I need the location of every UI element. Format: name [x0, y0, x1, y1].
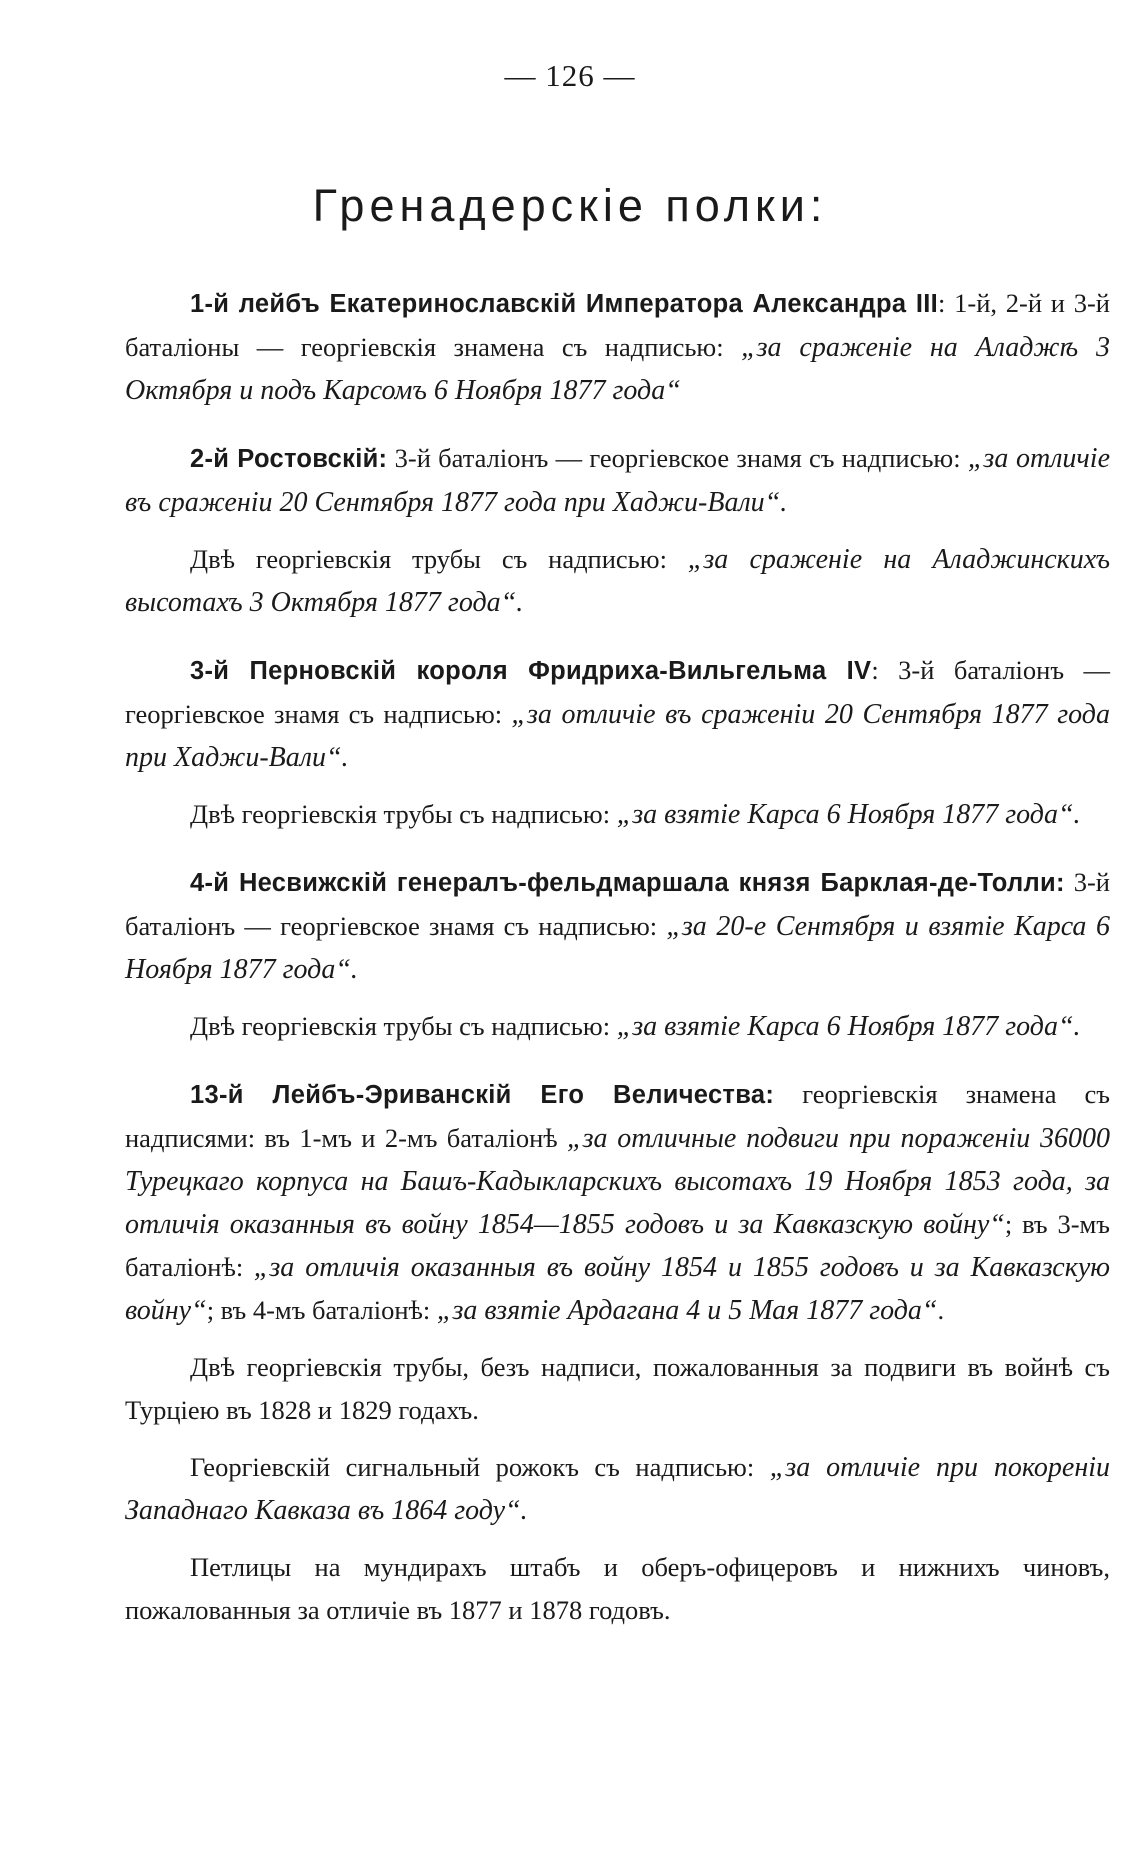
- regiment-13-horn-text: Георгіевскій сигнальный рожокъ съ надписью:: [190, 1452, 770, 1482]
- regiment-3-award-text: : 3-й баталіонъ — георгіевское знамя съ надписью:: [125, 655, 1110, 729]
- regiment-3-trumpets-text: Двѣ георгіевскія трубы съ надписью:: [190, 799, 617, 829]
- regiment-3-name: 3-й Перновскій короля Фридриха-Вильгельма IV: [190, 657, 872, 685]
- document-body: [125, 282, 1110, 1632]
- regiment-13-banners-end: .: [937, 1295, 945, 1325]
- regiment-13-battalion-1-2-inscription: „за отличные подвиги при пораженіи 36000 Турецкаго корпуса на Башъ-Кадыкларскихъ высотахъ 19 Ноября 1853 года, за отличія оказанныя въ войну 1854—1855 годовъ и за Кавказскую войну“: [125, 1123, 1110, 1240]
- regiment-4-trumpets-inscription: „за взятіе Карса 6 Ноября 1877 года“.: [616, 1011, 1081, 1042]
- regiment-13-battalion-3-inscription: „за отличія оказанныя въ войну 1854 и 1855 годовъ и за Кавказскую войну“: [125, 1252, 1110, 1326]
- section-title: Гренадерскіе полки:: [312, 180, 828, 231]
- regiment-2-name: 2-й Ростовскій:: [190, 445, 388, 473]
- regiment-1-name: 1-й лейбъ Екатеринославскій Императора Александра III: [190, 290, 939, 318]
- regiment-13-buttonholes-text: Петлицы на мундирахъ штабъ и оберъ-офицеровъ и нижнихъ чиновъ, пожалованныя за отличіе въ 1877 и 1878 годовъ.: [125, 1552, 1110, 1625]
- regiment-3-inscription: „за отличіе въ сраженіи 20 Сентября 1877 года при Хаджи-Вали“.: [125, 699, 1110, 773]
- regiment-2-inscription: „за отличіе въ сраженіи 20 Сентября 1877 года при Хаджи-Вали“.: [125, 443, 1110, 518]
- regiment-13-name: 13-й Лейбъ-Эриванскій Его Величества:: [190, 1081, 775, 1109]
- regiment-4-trumpets-text: Двѣ георгіевскія трубы съ надписью:: [190, 1011, 617, 1041]
- regiment-3-trumpets-paragraph: [125, 793, 1110, 836]
- page-number: — 126 —: [504, 58, 636, 93]
- regiment-13-trumpets-paragraph: [125, 1346, 1110, 1432]
- regiment-2-trumpets-text: Двѣ георгіевскія трубы съ надписью:: [190, 544, 688, 574]
- regiment-13-trumpets-text: Двѣ георгіевскія трубы, безъ надписи, пожалованныя за подвиги въ войнѣ съ Турціею въ 1828 и 1829 годахъ.: [125, 1352, 1110, 1425]
- regiment-13-paragraph: [125, 1073, 1110, 1332]
- regiment-3-paragraph: [125, 649, 1110, 779]
- regiment-1-inscription: „за сраженіе на Аладжѣ 3 Октября и подъ Карсомъ 6 Ноября 1877 года“: [125, 332, 1110, 406]
- regiment-2-award-text: 3-й баталіонъ — георгіевское знамя съ надписью:: [387, 443, 968, 473]
- regiment-13-battalion-4-inscription: „за взятіе Ардагана 4 и 5 Мая 1877 года“: [436, 1295, 938, 1326]
- regiment-4-trumpets-paragraph: [125, 1005, 1110, 1048]
- regiment-13-horn-paragraph: [125, 1446, 1110, 1532]
- regiment-1-award-text: : 1-й, 2-й и 3-й баталіоны — георгіевскія знамена съ надписью:: [125, 288, 1110, 362]
- regiment-4-award-text: 3-й баталіонъ — георгіевское знамя съ надписью:: [125, 867, 1110, 941]
- regiment-13-banners-text: георгіевскія знамена съ надписями: въ 1-мъ и 2-мъ баталіонѣ: [125, 1079, 1110, 1153]
- regiment-1-paragraph: [125, 282, 1110, 412]
- regiment-13-battalion-3-text: ; въ 3-мъ баталіонѣ:: [125, 1209, 1110, 1282]
- regiment-4-name: 4-й Несвижскій генералъ-фельдмаршала князя Барклая-де-Толли:: [190, 869, 1065, 897]
- regiment-2-paragraph: [125, 437, 1110, 524]
- regiment-3-trumpets-inscription: „за взятіе Карса 6 Ноября 1877 года“.: [616, 799, 1081, 830]
- regiment-2-trumpets-inscription: „за сраженіе на Аладжинскихъ высотахъ 3 Октября 1877 года“.: [125, 544, 1110, 618]
- regiment-4-inscription: „за 20-е Сентября и взятіе Карса 6 Ноября 1877 года“.: [125, 911, 1110, 985]
- regiment-4-paragraph: [125, 861, 1110, 991]
- regiment-2-trumpets-paragraph: [125, 538, 1110, 624]
- regiment-13-horn-inscription: „за отличіе при покореніи Западнаго Кавказа въ 1864 году“.: [125, 1452, 1110, 1526]
- regiment-13-buttonholes-paragraph: [125, 1546, 1110, 1632]
- regiment-13-battalion-4-text: ; въ 4-мъ баталіонѣ:: [206, 1295, 437, 1325]
